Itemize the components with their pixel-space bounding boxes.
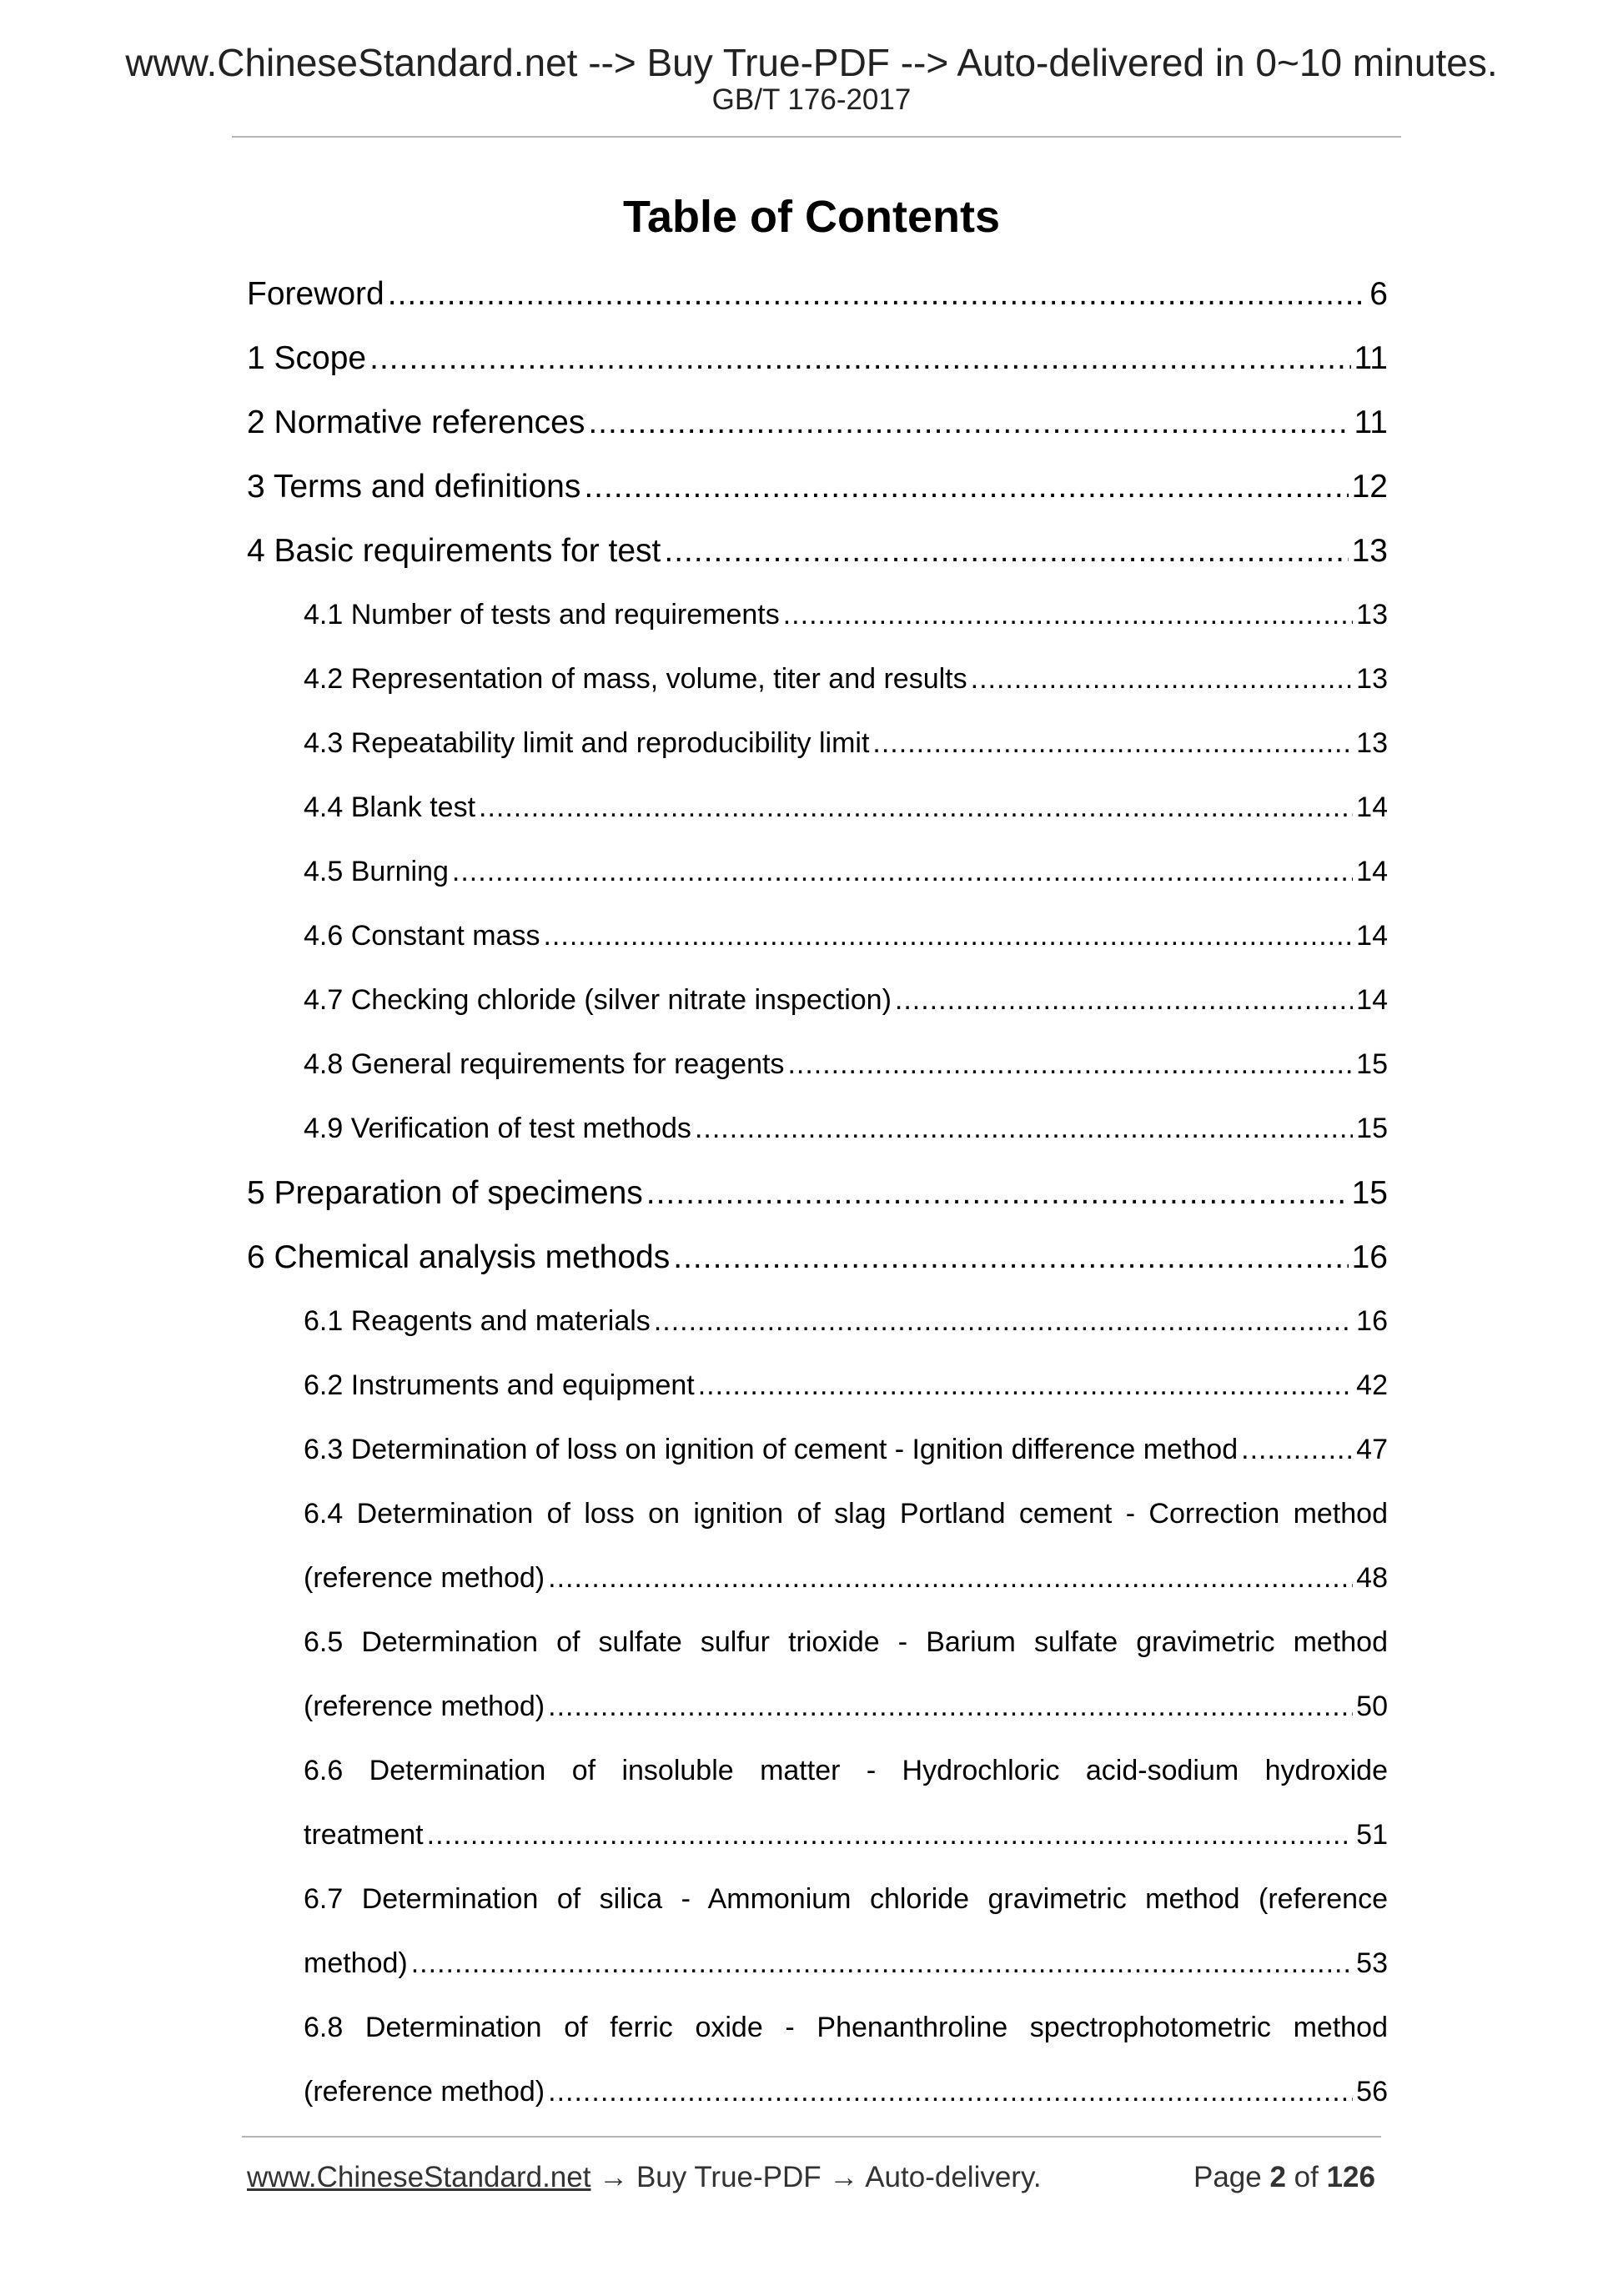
toc-entry-title: 6.1 Reagents and materials [304,1305,651,1337]
toc-entry[interactable] [304,968,1388,1032]
toc-entry[interactable] [304,904,1388,968]
dot-leader [388,262,1367,326]
dot-leader [664,519,1348,583]
toc-entry[interactable] [247,390,1388,455]
toc-entry[interactable] [304,1097,1388,1161]
toc-entry[interactable] [304,1289,1388,1354]
toc-entry-line1[interactable]: 6.4 Determination of loss on ignition of slag Portland cement - Correction method [304,1498,1388,1530]
toc-entry-page: 48 [1356,1562,1388,1594]
toc-entry[interactable] [304,1418,1388,1482]
dot-leader [427,1803,1354,1867]
page-label: Page [1193,2161,1262,2193]
toc-entry[interactable] [247,455,1388,519]
toc-entry-page: 14 [1356,920,1388,952]
toc-entry-title: 4.5 Burning [304,856,449,887]
toc-entry-title: 4.8 General requirements for reagents [304,1048,785,1080]
toc-entry[interactable] [304,840,1388,904]
toc-entry-title: 6.2 Instruments and equipment [304,1369,695,1401]
toc-entry-page: 14 [1356,984,1388,1016]
page-title: Table of Contents [623,192,1000,242]
toc-entry-title: 3 Terms and definitions [247,469,581,505]
toc-entry[interactable] [304,583,1388,647]
auto-delivery-text: Auto-delivery. [865,2161,1042,2193]
footer-divider [242,2136,1381,2138]
toc-entry-page: 16 [1356,1305,1388,1337]
toc-entry[interactable] [304,647,1388,711]
toc-entry-title: 4 Basic requirements for test [247,533,661,569]
toc-entry-line1[interactable]: 6.7 Determination of silica - Ammonium chloride gravimetric method (reference [304,1883,1388,1915]
toc-entry[interactable] [304,711,1388,776]
toc-entry-page: 14 [1356,856,1388,887]
toc-entry-line1[interactable]: 6.6 Determination of insoluble matter - Hydrochloric acid-sodium hydroxide [304,1755,1388,1786]
standard-code: GB/T 176-2017 [711,83,912,116]
dot-leader [971,647,1354,711]
toc-entry-page: 11 [1354,340,1388,376]
dot-leader [698,1354,1353,1418]
dot-leader [673,1225,1348,1289]
toc-entry-page: 47 [1356,1434,1388,1465]
toc-entry[interactable] [304,1803,1388,1867]
toc-entry-line1[interactable]: 6.8 Determination of ferric oxide - Phenanthroline spectrophotometric method [304,2012,1388,2043]
toc-entry-title: 4.9 Verification of test methods [304,1113,691,1144]
toc-entry-page: 15 [1351,1175,1388,1211]
dot-leader [548,1675,1353,1739]
toc-entry-line1[interactable]: 6.5 Determination of sulfate sulfur trioxide - Barium sulfate gravimetric method [304,1626,1388,1658]
toc-entry-title: 4.6 Constant mass [304,920,540,952]
toc-entry[interactable] [247,262,1388,326]
dot-leader [584,455,1348,519]
toc-entry-page: 13 [1356,727,1388,759]
dot-leader [543,904,1353,968]
toc-entry-title: 5 Preparation of specimens [247,1175,643,1211]
dot-leader [548,1546,1353,1610]
toc-entry-page: 56 [1356,2076,1388,2108]
toc-entry[interactable] [304,1675,1388,1739]
dot-leader [783,583,1353,647]
toc-entry-page: 42 [1356,1369,1388,1401]
toc-entry-page: 11 [1354,404,1388,440]
toc-entry-page: 50 [1356,1691,1388,1722]
toc-entry[interactable] [247,1161,1388,1225]
buy-true-pdf-text: Buy True-PDF [636,2161,822,2193]
dot-leader [872,711,1353,776]
dot-leader [369,326,1350,390]
toc-entry-title: 4.7 Checking chloride (silver nitrate inspection) [304,984,892,1016]
toc-entry-page: 14 [1356,791,1388,823]
dot-leader [654,1289,1353,1354]
toc-entry[interactable] [247,519,1388,583]
toc-entry-page: 12 [1351,469,1388,505]
toc-entry-title: 2 Normative references [247,404,585,440]
toc-entry[interactable] [304,1546,1388,1610]
toc-entry-title: treatment [304,1819,424,1851]
dot-leader [895,968,1353,1032]
page-indicator [1193,2163,1375,2192]
toc-entry-title: 4.1 Number of tests and requirements [304,599,780,631]
toc-entry[interactable] [247,1225,1388,1289]
toc-entry-page: 6 [1369,276,1388,312]
toc-entry-title: (reference method) [304,2076,545,2108]
toc-entry-title: Foreword [247,276,384,312]
current-page-number: 2 [1269,2161,1286,2193]
toc-entry-title: (reference method) [304,1691,545,1722]
toc-entry-title: 4.4 Blank test [304,791,476,823]
toc-entry-title: 4.3 Repeatability limit and reproducibility limit [304,727,870,759]
toc-entry-page: 15 [1356,1113,1388,1144]
toc-entry-page: 13 [1356,599,1388,631]
toc-entry-title: 4.2 Representation of mass, volume, titer and results [304,663,967,695]
toc-entry-title: 6 Chemical analysis methods [247,1239,671,1275]
site-banner: www.ChineseStandard.net --> Buy True-PDF --> Auto-delivered in 0~10 minutes. [125,41,1498,84]
toc-entry[interactable] [247,326,1388,390]
toc-entry[interactable] [304,1932,1388,1996]
of-label: of [1294,2161,1319,2193]
dot-leader [787,1032,1353,1097]
arrow-right-icon: → [829,2161,859,2193]
arrow-right-icon: → [599,2161,629,2193]
toc-entry-page: 16 [1351,1239,1388,1275]
dot-leader [411,1932,1353,1996]
toc-entry-page: 13 [1356,663,1388,695]
toc-entry[interactable] [304,1354,1388,1418]
dot-leader [1241,1418,1353,1482]
dot-leader [646,1161,1349,1225]
toc-entry-title: method) [304,1947,408,1979]
dot-leader [588,390,1350,455]
dot-leader [452,840,1353,904]
toc-entry-title: 1 Scope [247,340,367,376]
header-divider [232,136,1401,138]
dot-leader [548,2060,1353,2124]
dot-leader [695,1097,1353,1161]
dot-leader [479,776,1353,840]
toc-entry-page: 13 [1351,533,1388,569]
toc-entry-page: 15 [1356,1048,1388,1080]
total-pages-number: 126 [1326,2161,1375,2193]
toc-entry-page: 53 [1356,1947,1388,1979]
toc-entry-title: 6.3 Determination of loss on ignition of cement - Ignition difference method [304,1434,1239,1465]
site-link[interactable]: www.ChineseStandard.net [247,2161,591,2193]
toc-entry[interactable] [304,2060,1388,2124]
toc-entry-title: (reference method) [304,1562,545,1594]
toc-entry[interactable] [304,1032,1388,1097]
footer-links [247,2163,1042,2192]
toc-entry-page: 51 [1356,1819,1388,1851]
toc-entry[interactable] [304,776,1388,840]
